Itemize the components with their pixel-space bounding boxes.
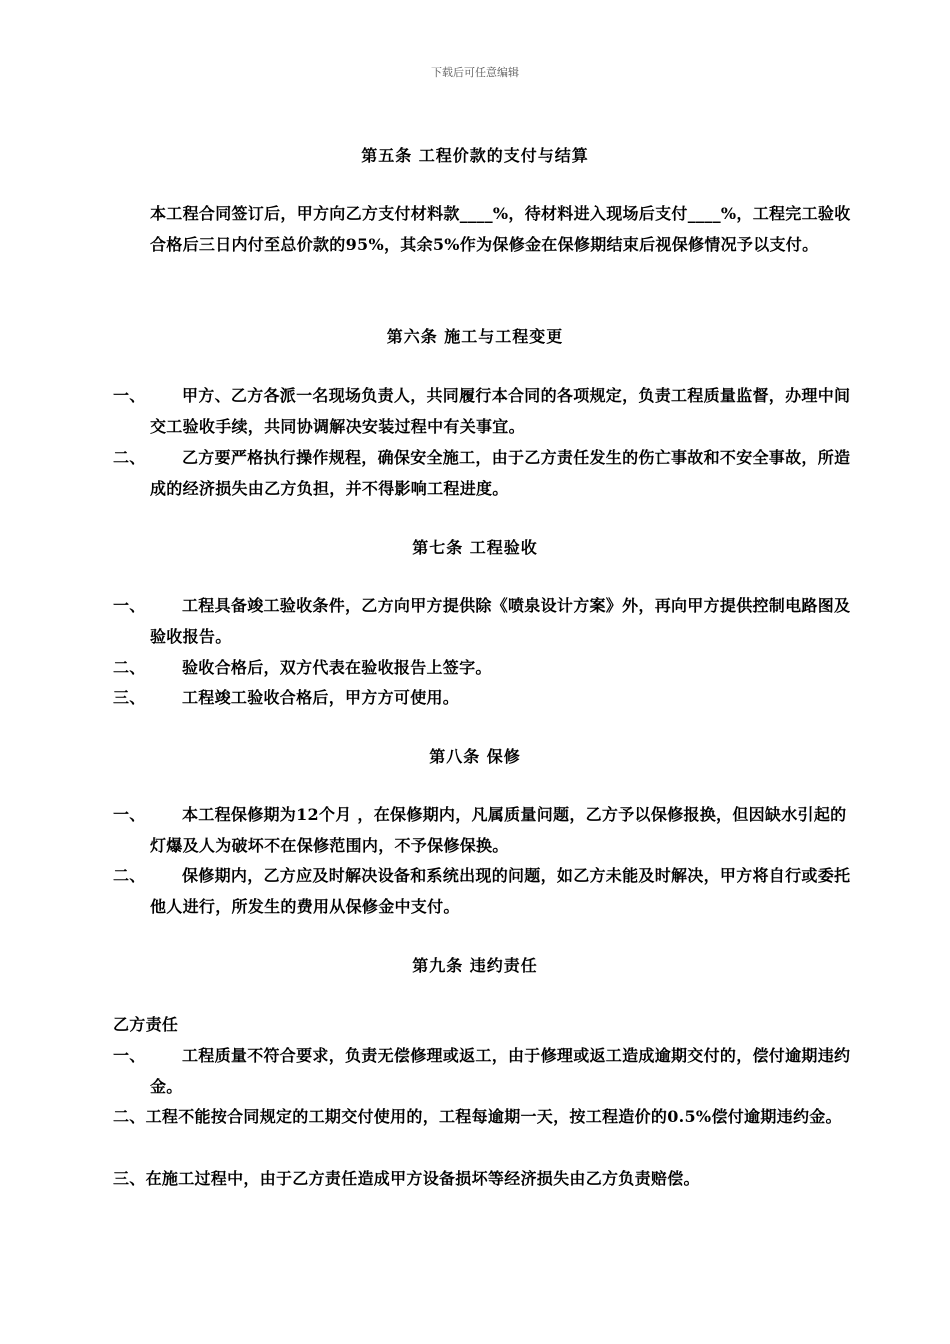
item-text: 乙方要严格执行操作规程，确保安全施工，由于乙方责任发生的伤亡事故和不安全事故，所造成的经济损失由乙方负担，并不得影响工程进度。 xyxy=(150,448,851,498)
section-5-text: 本工程合同签订后，甲方向乙方支付材料款____%，待材料进入现场后支付____%，工程完工验收合格后三日内付至总价款的95%，其余5%作为保修金在保修期结束后视保修情况予以支付。 xyxy=(150,204,851,254)
section-8-item-2 xyxy=(113,860,853,922)
item-text: 本工程保修期为12个月 ，在保修期内，凡属质量问题，乙方予以保修报换，但因缺水引起的灯爆及人为破坏不在保修范围内，不予保修保换。 xyxy=(150,805,847,855)
item-text: 甲方、乙方各派一名现场负责人，共同履行本合同的各项规定，负责工程质量监督，办理中间交工验收手续，共同协调解决安装过程中有关事宜。 xyxy=(150,386,851,436)
item-text: 工程具备竣工验收条件，乙方向甲方提供除《喷泉设计方案》外，再向甲方提供控制电路图及验收报告。 xyxy=(150,596,851,646)
section-5-title: 第五条 工程价款的支付与结算 xyxy=(361,146,589,165)
item-number: 一、 xyxy=(113,805,146,824)
section-7-item-3 xyxy=(113,682,853,713)
page-header: 下载后可任意编辑 xyxy=(431,66,519,79)
section-9-item-3: 三、在施工过程中，由于乙方责任造成甲方设备损坏等经济损失由乙方负责赔偿。 xyxy=(113,1169,700,1188)
section-6-item-1 xyxy=(113,380,853,442)
item-number: 二、 xyxy=(113,866,146,885)
item-number: 二、 xyxy=(113,448,146,467)
item-text: 工程竣工验收合格后，甲方方可使用。 xyxy=(182,688,460,707)
section-5-paragraph xyxy=(113,198,853,260)
section-6-title: 第六条 施工与工程变更 xyxy=(386,327,564,346)
section-7-item-2 xyxy=(113,652,853,683)
item-number: 三、 xyxy=(113,688,146,707)
item-number: 一、 xyxy=(113,386,146,405)
section-8-item-1 xyxy=(113,799,853,861)
item-number: 一、 xyxy=(113,1046,146,1065)
item-text: 工程质量不符合要求，负责无偿修理或返工，由于修理或返工造成逾期交付的，偿付逾期违约金。 xyxy=(150,1046,851,1096)
item-number: 一、 xyxy=(113,596,146,615)
section-7-item-1 xyxy=(113,590,853,652)
item-number: 二、 xyxy=(113,658,146,677)
item-text: 保修期内，乙方应及时解决设备和系统出现的问题，如乙方未能及时解决，甲方将自行或委托他人进行，所发生的费用从保修金中支付。 xyxy=(150,866,851,916)
section-8-title: 第八条 保修 xyxy=(429,747,521,766)
section-9-item-1 xyxy=(113,1040,853,1102)
section-9-item-2: 二、工程不能按合同规定的工期交付使用的，工程每逾期一天，按工程造价的0.5%偿付逾期违约金。 xyxy=(113,1107,842,1126)
section-7-title: 第七条 工程验收 xyxy=(412,538,538,557)
section-9-title: 第九条 违约责任 xyxy=(412,956,538,975)
section-6-item-2 xyxy=(113,442,853,504)
section-9-subtitle: 乙方责任 xyxy=(113,1015,179,1034)
item-text: 验收合格后，双方代表在验收报告上签字。 xyxy=(182,658,492,677)
